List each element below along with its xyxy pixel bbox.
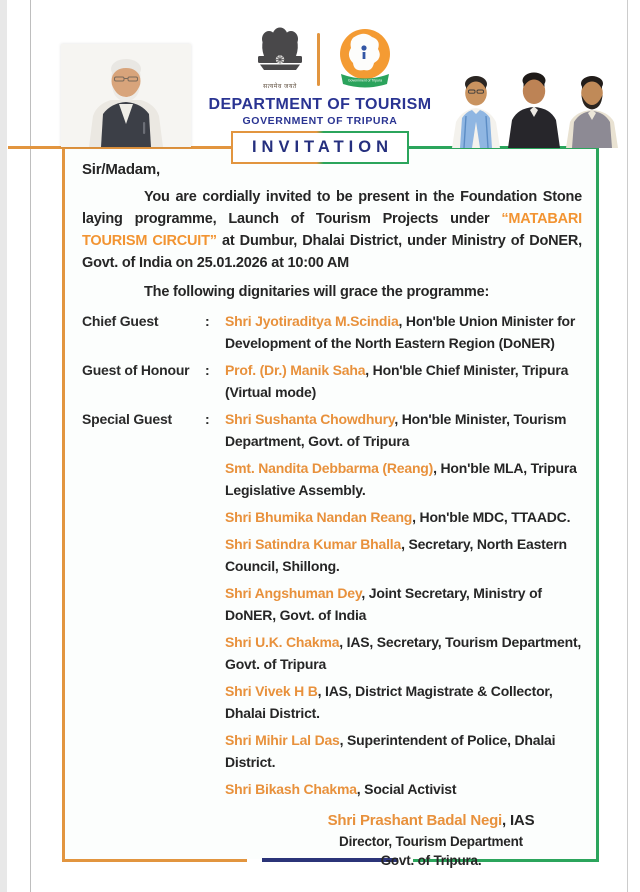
dignitary-role [82,631,205,675]
dignitary-description: , IAS, District Magistrate & Collector, Dhalai District. [225,683,553,721]
paragraph-text-after: at Dumbur, Dhalai District, under Ministry of DoNER, Govt. of India on 25.01.2026 at 10:00 AM [82,233,582,271]
government-title: GOVERNMENT OF TRIPURA [242,115,398,127]
dignitary-colon: : [205,411,210,427]
signature-name-line [286,810,576,832]
letter-body [82,159,582,870]
dignitary-role: Guest of Honour [82,362,190,378]
dignitary-name: Shri Sushanta Chowdhury [225,411,395,427]
department-title: DEPARTMENT OF TOURISM [208,96,432,113]
dignitary-row [82,680,582,724]
dignitary-colon [205,680,225,724]
dignitary-colon [205,533,225,577]
dignitary-name: Shri Jyotiraditya M.Scindia [225,313,399,329]
national-emblem [250,26,310,90]
dignitary-role [82,729,205,773]
dignitary-row [82,457,582,501]
logo-divider [317,33,320,86]
dignitary-colon: : [205,362,210,378]
dignitary-description: , Secretary, North Eastern Council, Shillong. [225,536,567,574]
dignitary-entry [225,533,582,577]
frame-left-orange [62,146,65,862]
highlight-project-name: “MATABARI TOURISM CIRCUIT” [82,211,582,249]
dignitary-description: , Joint Secretary, Ministry of DoNER, Govt. of India [225,585,542,623]
dignitary-entry [225,457,582,501]
dignitary-entry [225,359,582,403]
emblem-motto: सत्यमेव जयते [263,84,297,90]
dignitary-entry [225,680,582,724]
dignitary-role [82,533,205,577]
invitation-banner: INVITATION [231,131,409,164]
dignitary-description: , Hon'ble Minister, Tourism Department, Govt. of Tripura [225,411,567,449]
dignitary-role [82,457,205,501]
dignitary-entry [225,408,582,452]
dignitary-name: Shri Bikash Chakma [225,781,357,797]
dignitary-colon: : [205,313,210,329]
invitation-paragraph [82,186,582,274]
dignitary-role: Chief Guest [82,313,159,329]
dignitaries-list [82,310,582,800]
dignitary-colon [205,631,225,675]
dignitary-row [82,582,582,626]
signature-block [286,810,576,870]
dignitary-entry [225,778,582,800]
dignitary-description: , Hon'ble Chief Minister, Tripura (Virtual mode) [225,362,569,400]
salutation: Sir/Madam, [82,161,161,178]
ministers-cutout-photos [446,60,621,148]
dignitary-role: Special Guest [82,411,172,427]
dignitary-name: Smt. Nandita Debbarma (Reang) [225,460,434,476]
pm-portrait-photo [61,44,191,147]
page-edge-line-left [30,0,31,892]
signature-name: Shri Prashant Badal Negi [327,812,503,829]
dignitary-name: Shri Satindra Kumar Bhalla [225,536,402,552]
page-edge-line-right [627,0,628,892]
dignitary-colon [205,582,225,626]
dignitary-name: Shri Angshuman Dey [225,585,362,601]
signature-suffix: , IAS [502,812,535,829]
dignitary-name: Shri Mihir Lal Das [225,732,340,748]
dignitary-description: , Hon'ble MDC, TTAADC. [412,509,571,525]
dignitary-colon [205,778,225,800]
ashoka-emblem-icon [250,26,310,76]
dignitary-entry [225,582,582,626]
dignitary-description: , Hon'ble Union Minister for Development of the North Eastern Region (DoNER) [225,313,576,351]
dignitary-row [82,729,582,773]
tripura-ribbon-text: Government of Tripura [348,78,382,83]
dignitary-name: Prof. (Dr.) Manik Saha [225,362,366,378]
dignitary-description: , IAS, Secretary, Tourism Department, Govt. of Tripura [225,634,582,672]
signature-title: Director, Tourism Department [339,834,523,849]
dignitary-row [82,506,582,528]
dignitary-name: Shri U.K. Chakma [225,634,340,650]
dignitary-entry [225,631,582,675]
dignitary-row [82,533,582,577]
dignitary-colon [205,506,225,528]
paragraph-text-before: You are cordially invited to be present in the Foundation Stone laying programme, Launch of Tourism Projects under [82,189,582,227]
dignitary-description: , Superintendent of Police, Dhalai District. [225,732,556,770]
page-edge-band [0,0,7,892]
signature-org: Govt. of Tripura. [380,853,482,868]
dignitaries-intro: The following dignitaries will grace the programme: [144,284,490,300]
dignitary-role [82,778,205,800]
dignitary-entry [225,729,582,773]
dignitary-name: Shri Vivek H B [225,683,318,699]
dignitary-role [82,680,205,724]
dignitary-colon [205,729,225,773]
dignitary-role [82,582,205,626]
dignitary-description: , Social Activist [356,781,457,797]
dignitary-row [82,310,582,354]
dignitary-row [82,778,582,800]
dignitary-role [82,506,205,528]
frame-right-green [596,146,599,862]
dignitary-colon [205,457,225,501]
dignitary-row [82,359,582,403]
dignitary-row [82,408,582,452]
tripura-government-logo [336,27,394,93]
dignitary-entry [225,310,582,354]
dignitary-name: Shri Bhumika Nandan Reang [225,509,413,525]
dignitary-row [82,631,582,675]
dignitary-entry [225,506,582,528]
dignitary-description: , Hon'ble MLA, Tripura Legislative Assembly. [225,460,577,498]
